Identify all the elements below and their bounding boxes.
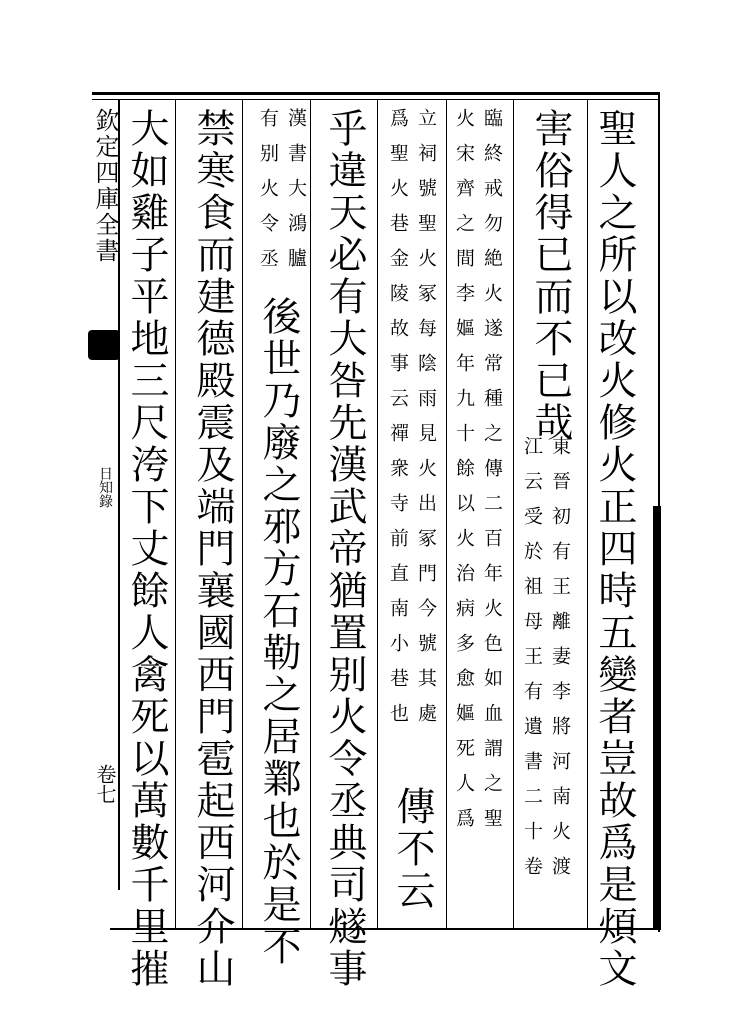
annotation-line-4: 火宋齊之間李嫗年九十餘以火治病多愈嫗死人爲	[453, 108, 475, 843]
column-divider	[587, 100, 588, 930]
column-divider	[513, 100, 514, 930]
text-column-5: 乎違天必有大咎先漢武帝猶置别火令丞典司燧事	[322, 108, 367, 990]
top-border-inner-rule	[92, 99, 660, 100]
column-divider	[446, 100, 447, 930]
column-divider	[310, 100, 311, 930]
spine-title: 欽定四庫全書	[91, 108, 119, 264]
text-column-4-tail: 傳不云	[390, 786, 435, 912]
text-column-2: 害俗得已而不已哉	[528, 108, 573, 444]
annotation-line-1: 東晉初有王離妻李將河南火渡	[549, 436, 571, 891]
column-divider	[175, 100, 176, 930]
top-border-rule	[92, 92, 660, 95]
annotation-line-2: 江云受於祖母王有遺書二十卷	[521, 436, 543, 891]
spine-fish-tail-mark	[88, 330, 120, 360]
annotation-line-8: 有别火令丞	[257, 108, 279, 283]
spine-book-name: 日知錄	[97, 466, 113, 508]
right-margin-bar	[653, 506, 661, 930]
text-column-1: 聖人之所以改火修火正四時五變者豈故爲是煩文	[592, 108, 637, 990]
annotation-line-6: 爲聖火巷金陵故事云禪衆寺前直南小巷也	[387, 108, 409, 738]
text-column-7: 禁寒食而建德殿震及端門襄國西門雹起西河介山	[190, 108, 235, 990]
column-divider	[377, 100, 378, 930]
annotation-line-5: 立祠號聖火冢每陰雨見火出冢門今號其處	[415, 108, 437, 738]
text-column-8: 大如雞子平地三尺洿下丈餘人禽死以萬數千里摧	[124, 108, 169, 990]
text-column-6: 後世乃廢之邪方石勒之居鄴也於是不	[256, 296, 301, 968]
spine-folio: 卷七	[93, 764, 117, 804]
column-divider	[242, 100, 243, 930]
annotation-line-3: 臨終戒勿絶火遂常種之傳二百年火色如血謂之聖	[481, 108, 503, 843]
annotation-line-7: 漢書大鴻臚	[285, 108, 307, 283]
